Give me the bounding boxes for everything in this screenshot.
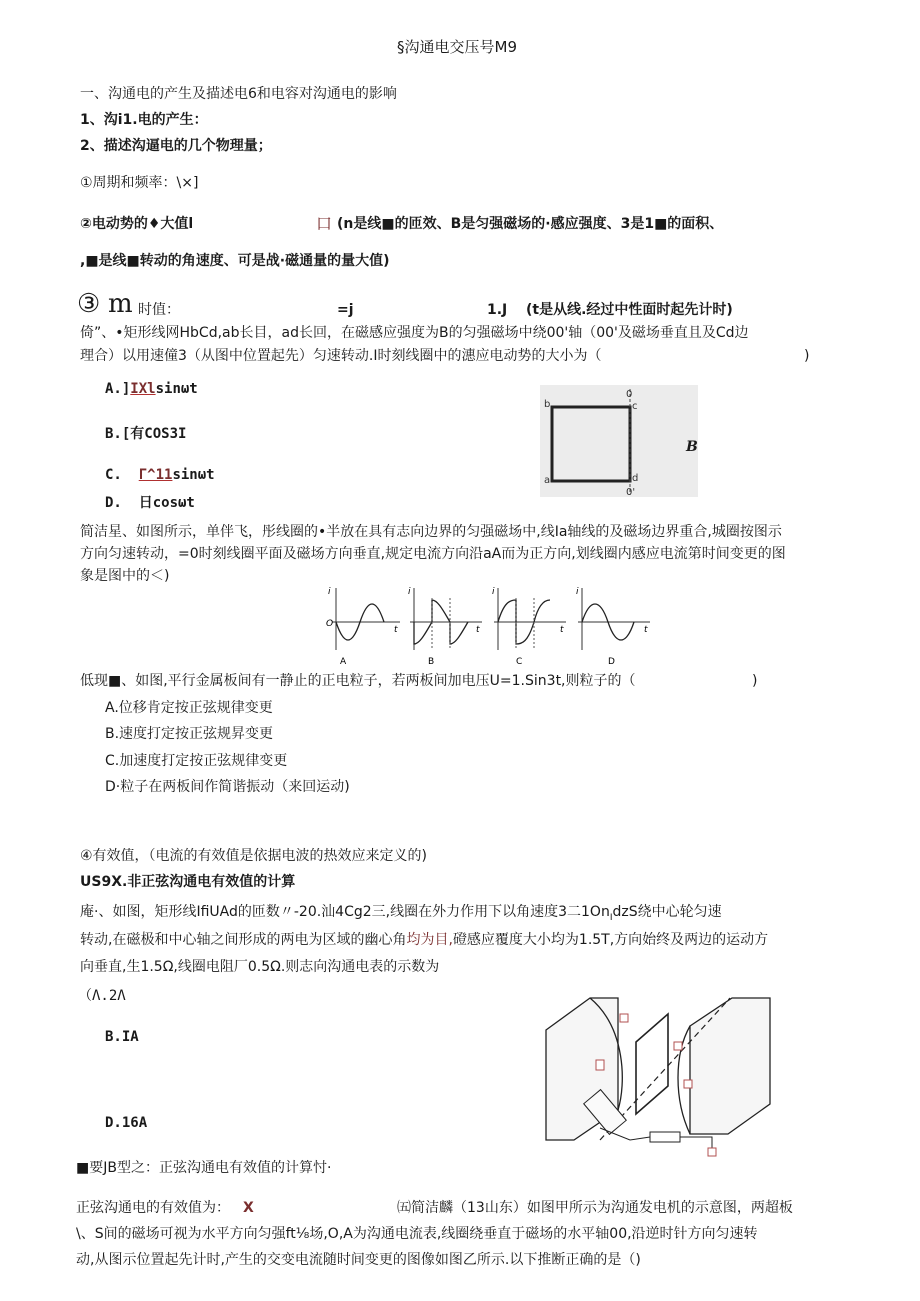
label-mark-4: [684, 1080, 692, 1088]
type-heading: ■要JB型之：正弦沟通电有效值的计算忖·: [76, 1160, 332, 1176]
emf-description-cont: ,■是线■转动的角速度、可是战·磁通量的量大值): [80, 253, 390, 269]
last-line-2: \、S间的磁场可视为水平方向匀强ft⅛场,O,A为沟通电流表,线圈绕垂直于磁场的水平轴00,沿逆时针方向匀速转: [76, 1226, 758, 1242]
graph-c-i-label: i: [492, 587, 495, 597]
label-b: b: [544, 399, 551, 410]
instant-note: (t是从线.经过中性面时起先计时): [526, 302, 733, 318]
q3-option-a: A.位移肯定按正弦规律变更: [105, 700, 273, 716]
field-label-b: B: [686, 439, 698, 455]
coil-frame: [636, 1014, 668, 1114]
ammeter-mark: [708, 1148, 716, 1156]
label-c: c: [632, 401, 638, 412]
q1-line-2: 理合）以用速僮3（从图中位置起先）匀速转动.I时刻线圈中的潓应电动势的大小为（: [80, 348, 602, 364]
q3-option-d: D·粒子在两板间作简谐振动（来回运动): [105, 779, 350, 795]
coil-figure-svg: [540, 385, 698, 497]
label-o-top: 0: [626, 389, 633, 400]
period-frequency-line: ①周期和频率：\×]: [80, 175, 199, 191]
label-o-bottom: 0': [626, 487, 636, 497]
instant-circle-number: ③: [77, 289, 101, 319]
label-d: d: [632, 473, 639, 484]
graph-a-o-label: O: [326, 619, 334, 629]
graph-c-t-label: t: [560, 625, 564, 635]
current-graphs: [318, 584, 658, 670]
magnet-right: [690, 998, 770, 1134]
page-title: §沟通电交压号M9: [397, 38, 517, 56]
q4-option-b: B.IA: [105, 1029, 139, 1045]
emf-max-label: ②电动势的♦大值l: [80, 216, 194, 232]
emf-description: (n是线■的匝效、B是匀强磁场的·感应强度、3是1■的面积、: [337, 216, 724, 232]
coil-square: [552, 407, 630, 481]
instant-eq: =j: [337, 302, 354, 318]
q3-option-c: C.加速度打定按正弦规律变更: [105, 753, 288, 769]
graph-c-caption: C: [516, 657, 523, 667]
last-line-1-x: X: [243, 1200, 254, 1216]
section-1-heading: 一、沟通电的产生及描述电6和电容对沟通电的影响: [80, 86, 397, 102]
label-mark-2: [620, 1014, 628, 1022]
section-1-1: 1、沟i1.电的产生：: [80, 112, 208, 128]
instant-m: m: [108, 289, 133, 319]
last-line-1-lead: 正弦沟通电的有效值为：: [76, 1200, 230, 1216]
q1-line-1: 倚”、•矩形线网HbCd,ab长目，ad长回，在磁感应强度为B的匀强磁场中绕00'轴（00'及磁场垂直且及Cd边: [80, 325, 749, 341]
graph-b-i-label: i: [408, 587, 411, 597]
q4-option-a: （Λ.2Λ: [78, 988, 126, 1004]
graph-d-t-label: t: [644, 625, 648, 635]
graph-a-i-label: i: [328, 587, 331, 597]
q1-option-b: B.[有COS3I: [105, 426, 187, 442]
q3-option-b: B.速度打定按正弦规昇变更: [105, 726, 274, 742]
q1-paren-end: ): [804, 348, 810, 364]
q4-line-1: 庵·、如图，矩形线IfiUAd的匝数〃-20.汕4Cg2三,线圈在外力作用下以角速度3二$1On_IdzS$绕中心轮匀速: [80, 904, 722, 923]
coil-figure: [540, 385, 698, 497]
q2-line-3: 象是图中的＜): [80, 568, 170, 584]
q4-line-2: 转动,在磁极和中心轴之间形成的两电为区域的幽心角均为目,磴感应覆度大小均为1.5T,方向始终及两边的运动方: [80, 932, 769, 948]
last-line-1-question: ㈤简洁麟（13山东）如图甲所示为沟通发电机的示意图，两超板: [397, 1200, 793, 1216]
generator-figure: [540, 968, 780, 1168]
q4-option-d: D.16A: [105, 1115, 148, 1131]
label-a: a: [544, 475, 551, 486]
label-mark-3: [674, 1042, 682, 1050]
q1-option-d: D. 日cosωt: [105, 495, 195, 511]
q1-option-c: C. Γ^11sinωt: [105, 467, 215, 483]
last-line-3: 动,从图示位置起先计时,产生的交变电流随时间变更的图像如图乙所示.以下推断正确的是（): [76, 1252, 641, 1268]
label-mark-1: [596, 1060, 604, 1070]
non-sine-heading: US9X.非正弦沟通电有效值的计算: [80, 874, 296, 890]
graph-b-t-label: t: [476, 625, 480, 635]
graph-a: [326, 587, 400, 667]
graph-b: [408, 587, 482, 667]
q1-option-a: A.]IXlsinωt: [105, 381, 198, 397]
q3-stem: 低现■、如图,平行金属板间有一静止的正电粒子，若两板间加电压U=1.Sin3t,则粒子的（: [80, 673, 636, 689]
graph-d-i-label: i: [576, 587, 579, 597]
graph-c: [492, 587, 566, 667]
q2-line-2: 方向匀速转动，=0时刻线圈平面及磁场方向垂直,规定电流方向沿aA而为正方向,划线圈内感应电流第时间变更的图: [80, 546, 786, 562]
instant-label: 时值：: [138, 302, 180, 318]
graph-a-caption: A: [340, 657, 347, 667]
q4-line-3: 向垂直,生1.5Ω,线圈电阻厂0.5Ω.则志向沟通电表的示数为: [80, 959, 440, 975]
q3-paren-end: ): [752, 673, 758, 689]
instant-c: 1.J: [487, 302, 508, 318]
graph-a-t-label: t: [394, 625, 398, 635]
emf-box-glyph: 口: [316, 214, 333, 233]
graph-d: [576, 587, 650, 667]
graph-d-caption: D: [608, 657, 615, 667]
graph-b-caption: B: [428, 657, 435, 667]
section-1-2: 2、描述沟逼电的几个物理量；: [80, 138, 272, 154]
resistor: [650, 1132, 680, 1142]
effective-value-heading: ④有效值，（电流的有效值是依据电波的热效应来定义的): [80, 848, 428, 864]
q2-line-1: 简洁星、如图所示，单伴飞，彤线圈的•半放在具有志向边界的匀强磁场中,线Ia轴线的及磁场边界重合,城圈按图示: [80, 524, 782, 540]
